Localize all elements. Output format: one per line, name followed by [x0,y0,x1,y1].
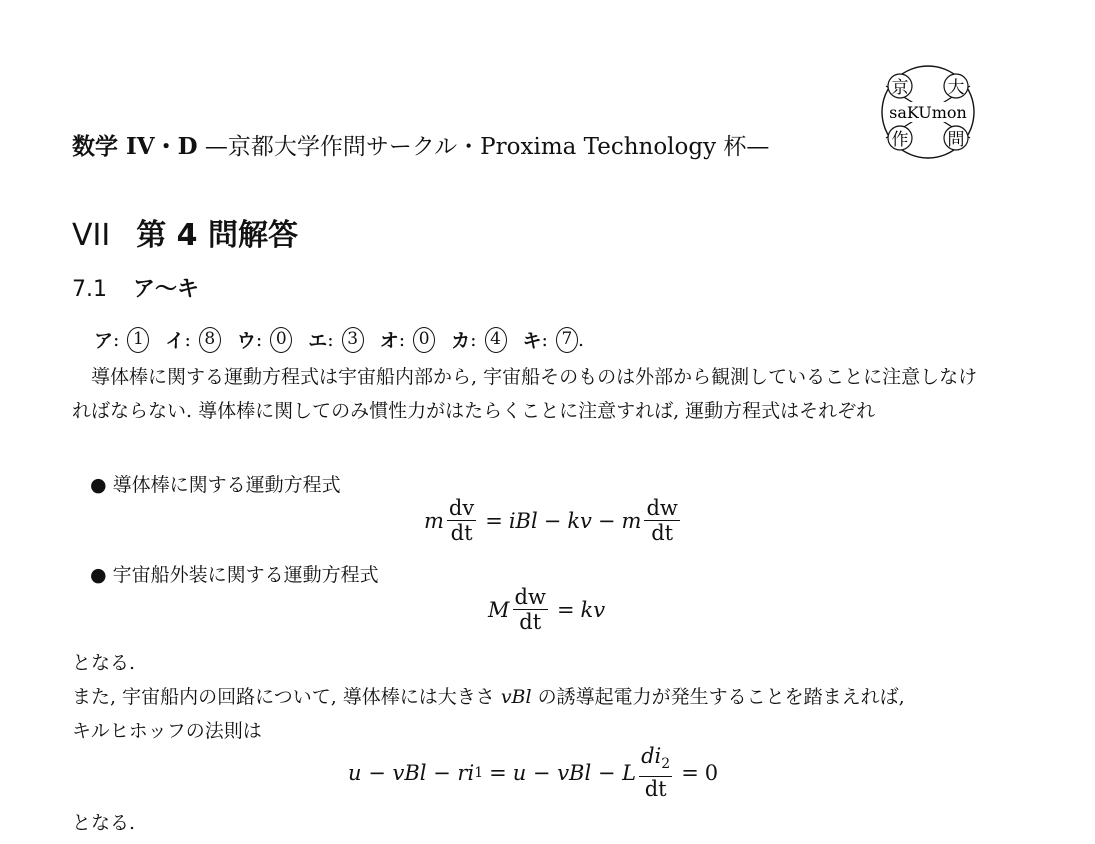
eq1-minus: − [543,508,562,533]
eq1-kv: kv [567,508,592,533]
logo-text: saKUmon [889,103,967,122]
eq1-den-2: dt [651,521,674,545]
paragraph-2-b: の誘導起電力が発生することを踏まえれば, [531,686,905,708]
logo-char-3: 作 [891,130,909,150]
answer-a: ア : 1 [94,326,149,353]
paragraph-1: 導体棒に関する運動方程式は宇宙船内部から, 宇宙船そのものは外部から観測していることに注意しなければならない. 導体棒に関してのみ慣性力がはたらくことに注意すれば, 運動方程式はそれぞれ [72,366,978,422]
answer-circled-value: 0 [270,327,292,353]
answer-circled-value: 7 [556,327,578,353]
paragraph-2 [72,680,984,748]
answer-key: ア [94,330,114,352]
eq3-lhs: u − vBl − ri [348,760,475,785]
bullet-dot: ● [90,564,107,586]
bullet-text: 宇宙船外装に関する運動方程式 [112,564,379,586]
subsection-title: ア〜キ [133,277,200,302]
answer-i: イ : 8 [165,326,220,353]
sakumon-logo [872,64,984,160]
eq3-di: di [641,744,662,768]
eq3-equals: = [489,760,507,785]
paragraph-2-vbl: vBl [500,686,532,708]
eq2-frac-dwdt [513,586,548,633]
eq2-num: dw [514,585,546,609]
logo-char-2: 大 [947,78,965,98]
logo-char-4: 問 [947,130,965,150]
answer-key: キ [522,330,542,352]
eq1-den: dt [450,521,473,545]
subsection-number: 7.1 [72,277,107,302]
text-tonaru-2: となる. [72,812,136,834]
answer-ki: キ : 7 . [523,326,584,353]
eq2-kv: kv [580,597,606,622]
answer-key: エ [308,330,328,352]
eq2-equals: = [556,597,575,622]
bullet-item-2 [90,560,379,587]
equation-3 [348,745,718,800]
eq1-iBl: iBl [508,508,538,533]
answer-circled-value: 1 [127,327,149,353]
eq3-equals-2: = [681,760,699,785]
eq1-num: dv [448,496,475,520]
answer-key: オ [379,330,399,352]
bullet-text: 導体棒に関する運動方程式 [112,474,341,496]
answer-key: ウ [236,330,256,352]
eq3-frac [639,745,672,800]
answer-u: ウ : 0 [237,326,292,353]
eq3-den: dt [644,777,667,802]
eq3-sub-2: 2 [661,756,671,773]
bullet-dot: ● [90,474,107,496]
eq1-m: m [424,508,444,533]
eq1-m-2: m [621,508,642,533]
eq2-M: M [488,597,510,622]
section-title: 第 4 問解答 [136,218,298,253]
paragraph-2-c: キルヒホッフの法則は [72,720,262,742]
page-header [72,128,769,161]
answer-key: カ [451,330,471,352]
eq3-num [639,745,672,777]
answers-row [94,326,584,353]
eq1-frac-dwdt [644,497,679,544]
subsection-heading [72,272,199,303]
answers-end: . [577,328,584,351]
eq3-zero: 0 [704,760,719,785]
answer-o: オ : 0 [380,326,435,353]
answer-circled-value: 8 [199,327,221,353]
answer-circled-value: 0 [413,327,435,353]
header-title-rest: —京都大学作問サークル・Proxima Technology 杯— [197,134,770,160]
answer-key: イ [165,330,185,352]
eq2-den: dt [519,610,542,634]
section-number: VII [72,218,111,253]
bullet-item-1 [90,470,341,497]
answer-e: エ : 3 [308,326,363,353]
equation-1 [424,497,683,544]
answer-circled-value: 4 [485,327,507,353]
answer-circled-value: 3 [342,327,364,353]
eq3-sub-1: 1 [474,764,484,781]
eq1-num-2: dw [646,496,678,520]
section-heading [72,210,298,254]
logo-char-1: 京 [891,78,909,98]
eq1-equals: = [485,508,503,533]
equation-2 [488,586,605,633]
text-tonaru-1: となる. [72,652,136,674]
paragraph-2-a: また, 宇宙船内の回路について, 導体棒には大きさ [72,686,501,708]
header-title-bold: 数学 IV・D [72,133,198,160]
answer-ka: カ : 4 [451,326,506,353]
sakumon-logo-graphic [872,64,984,160]
eq3-mid: u − vBl − L [512,760,637,785]
eq1-minus-2: − [597,508,616,533]
eq1-frac-dvdt [447,497,476,544]
